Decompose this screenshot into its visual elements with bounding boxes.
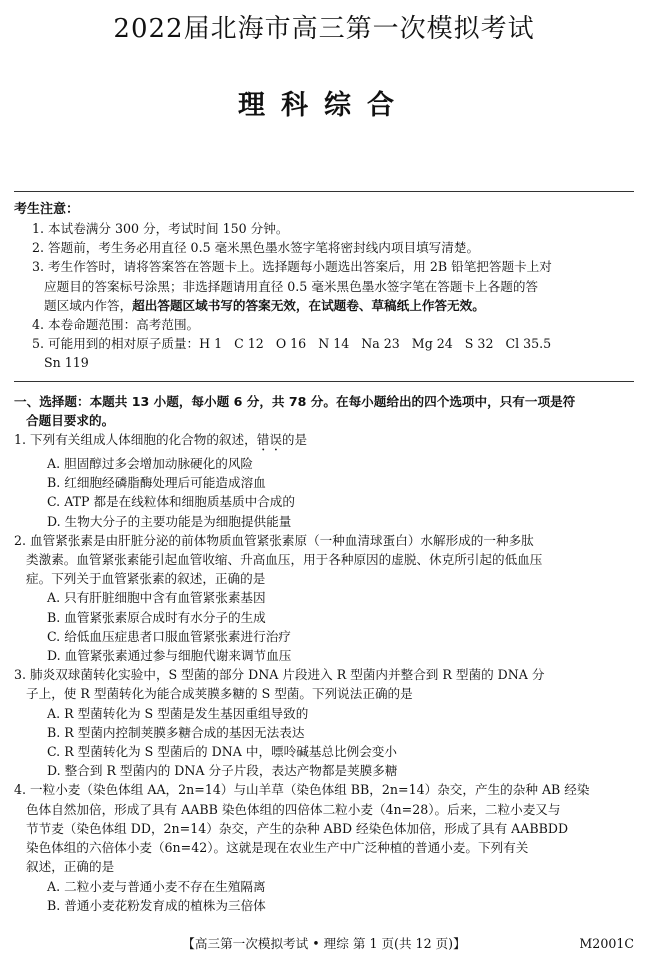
- notice-item-cont: Sn 119: [44, 355, 89, 371]
- section-line: 一、选择题：本题共 13 小题，每小题 6 分，共 78 分。在每小题给出的四个选项中，只有一项是符: [14, 393, 576, 409]
- notice-item-text: 题区域内作答，: [44, 297, 133, 313]
- notice-item-cont: [32, 296, 636, 315]
- option-c: C. R 型菌转化为 S 型菌后的 DNA 中，嘌呤碱基总比例会变小: [47, 744, 397, 760]
- section-heading: [14, 392, 636, 430]
- stem-emphasis: 错误: [256, 432, 282, 448]
- option-d: D. 整合到 R 型菌内的 DNA 分子片段，表达产物都是荚膜多糖: [47, 763, 398, 779]
- option-a: A. 二粒小麦与普通小麦不存在生殖隔离: [47, 878, 266, 894]
- notice-list: [14, 219, 636, 373]
- notice-item: 2. 答题前，考生务必用直径 0.5 毫米黑色墨水签字笔将密封线内项目填写清楚。: [32, 240, 480, 256]
- footer-code: M2001C: [579, 936, 634, 951]
- option-b: B. 普通小麦花粉发育成的植株为三倍体: [47, 897, 266, 913]
- question-3: [14, 665, 636, 780]
- page-subtitle: 理科综合: [238, 90, 410, 121]
- question-1: [14, 430, 636, 531]
- notice-item: 1. 本试卷满分 300 分，考试时间 150 分钟。: [32, 221, 289, 236]
- option-a: A. 只有肝脏细胞中含有血管紧张素基因: [47, 590, 266, 606]
- section-line: 合题目要求的。: [26, 412, 115, 428]
- option-a: A. 胆固醇过多会增加动脉硬化的风险: [47, 456, 254, 472]
- notice-warning: 超出答题区域书写的答案无效，在试题卷、草稿纸上作答无效。: [132, 297, 485, 313]
- question-stem-cont: 类激素。血管紧张素能引起血管收缩、升高血压，用于各种原因的虚脱、休克所引起的低血压: [26, 552, 543, 568]
- option-d: D. 生物大分子的主要功能是为细胞提供能量: [47, 513, 292, 529]
- option-b: B. 血管紧张素原合成时有水分子的生成: [47, 609, 266, 625]
- question-stem-cont: 叙述，正确的是: [26, 859, 115, 875]
- notice-heading: 考生注意：: [14, 202, 80, 217]
- option-b: B. 红细胞经磷脂酶处理后可能造成溶血: [47, 475, 266, 491]
- question-stem-cont: 子上，使 R 型菌转化为能合成荚膜多糖的 S 型菌。下列说法正确的是: [26, 686, 413, 702]
- notice-item: 3. 考生作答时，请将答案答在答题卡上。选择题每小题选出答案后，用 2B 铅笔把答题卡上对: [32, 259, 552, 275]
- question-stem: 2. 血管紧张素是由肝脏分泌的前体物质血管紧张素原（一种血清球蛋白）水解形成的一种多肽: [14, 532, 534, 548]
- top-divider: [14, 191, 634, 192]
- stem-text: 1. 下列有关组成人体细胞的化合物的叙述，: [14, 432, 257, 448]
- question-stem-cont: 节节麦（染色体组 DD，2n=14）杂交，产生的杂种 ABD 经染色体加倍，形成了具有 AABBDD: [26, 820, 569, 836]
- question-4: [14, 780, 636, 914]
- page-title: 2022届北海市高三第一次模拟考试: [113, 14, 535, 44]
- question-stem: [14, 430, 636, 454]
- notice-item-cont: 应题目的答案标号涂黑；非选择题请用直径 0.5 毫米黑色墨水签字笔在答题卡上各题的答: [44, 278, 539, 294]
- option-a: A. R 型菌转化为 S 型菌是发生基因重组导致的: [47, 705, 309, 721]
- question-stem: 3. 肺炎双球菌转化实验中，S 型菌的部分 DNA 片段进入 R 型菌内并整合到 R 型菌的 DNA 分: [14, 667, 545, 683]
- question-stem-cont: 染色体组的六倍体小麦（6n=42）。这就是现在农业生产中广泛种植的普通小麦。下列有关: [26, 840, 529, 856]
- question-stem-cont: 色体自然加倍，形成了具有 AABB 染色体组的四倍体二粒小麦（4n=28）。后来，二粒小麦又与: [26, 801, 561, 817]
- option-c: C. ATP 都是在线粒体和细胞质基质中合成的: [47, 494, 295, 510]
- notice-divider: [14, 381, 634, 382]
- question-2: [14, 531, 636, 665]
- question-stem: 4. 一粒小麦（染色体组 AA，2n=14）与山羊草（染色体组 BB，2n=14）杂交，产生的杂种 AB 经染: [14, 782, 590, 798]
- notice-item: 4. 本卷命题范围：高考范围。: [32, 317, 200, 333]
- option-d: D. 血管紧张素通过参与细胞代谢来调节血压: [47, 648, 292, 664]
- footer-page-info: 【高三第一次模拟考试 • 理综 第 1 页(共 12 页)】: [182, 936, 466, 951]
- question-stem-cont: 症。下列关于血管紧张素的叙述，正确的是: [26, 571, 266, 587]
- content: [14, 200, 636, 915]
- notice-item: 5. 可能用到的相对原子质量：H 1 C 12 O 16 N 14 Na 23 Mg 24 S 32 Cl 35.5: [32, 336, 552, 352]
- stem-text: 的是: [281, 432, 308, 448]
- option-b: B. R 型菌内控制荚膜多糖合成的基因无法表达: [47, 724, 305, 740]
- option-c: C. 给低血压症患者口服血管紧张素进行治疗: [47, 628, 291, 644]
